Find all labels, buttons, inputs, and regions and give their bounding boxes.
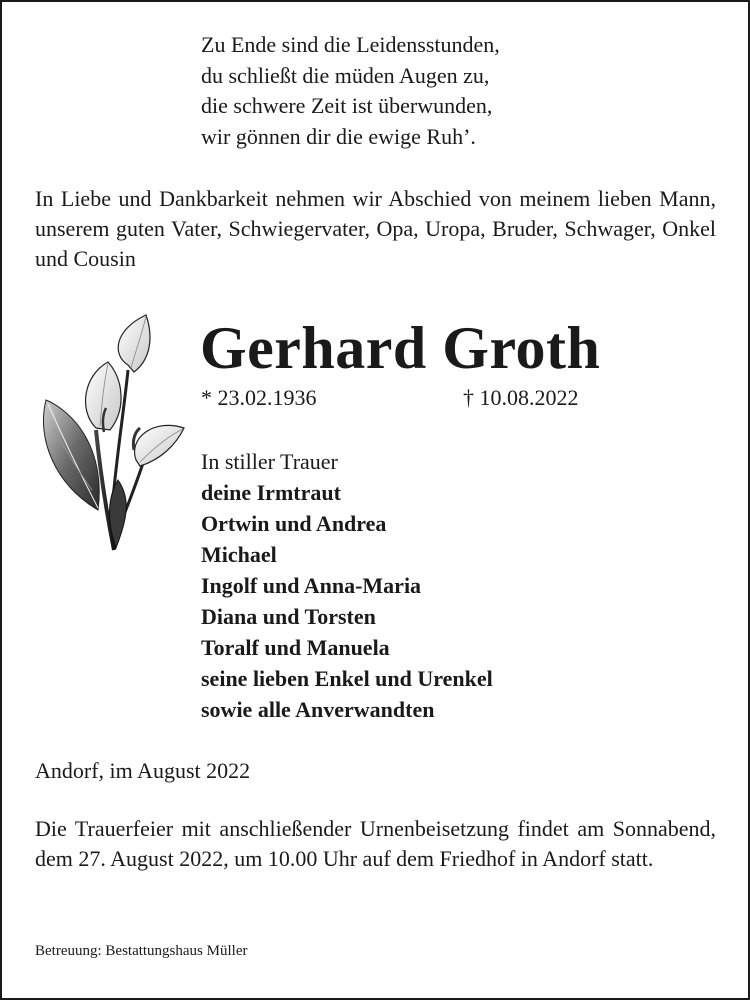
poem-line: wir gönnen dir die ewige Ruh’. — [201, 123, 476, 149]
farewell-intro: In Liebe und Dankbarkeit nehmen wir Abschied von meinem lieben Mann, unserem guten Vater, Schwiegervater, Opa, Uropa, Bruder, Schwager, Onkel und Cousin — [35, 186, 716, 271]
birth-date: * 23.02.1936 — [201, 385, 317, 410]
deceased-name: Gerhard Groth — [200, 315, 601, 381]
poem-line: du schließt die müden Augen zu, — [201, 62, 490, 88]
mourner-name: Toralf und Manuela — [201, 635, 390, 660]
mourner-name: seine lieben Enkel und Urenkel — [201, 666, 493, 691]
mourner-name: sowie alle Anverwandten — [201, 697, 435, 722]
mourner-name: Ortwin und Andrea — [201, 511, 387, 536]
funeral-home-credit: Betreuung: Bestattungshaus Müller — [35, 943, 248, 959]
place-date: Andorf, im August 2022 — [35, 758, 251, 783]
mourner-name: deine Irmtraut — [201, 480, 341, 505]
mourner-name: Diana und Torsten — [201, 604, 376, 629]
funeral-service-info: Die Trauerfeier mit anschließender Urnenbeisetzung findet am Sonnabend, dem 27. August 2022, um 10.00 Uhr auf dem Friedhof in Andorf statt. — [35, 816, 716, 871]
calla-lily-icon — [36, 310, 191, 555]
poem-line: die schwere Zeit ist überwunden, — [201, 93, 493, 118]
poem-line: Zu Ende sind die Leidensstunden, — [201, 32, 500, 57]
death-date: † 10.08.2022 — [463, 385, 579, 410]
mourner-name: Ingolf und Anna-Maria — [201, 573, 422, 598]
mourner-name: Michael — [201, 542, 277, 567]
poem — [201, 30, 500, 152]
mourners-heading: In stiller Trauer — [201, 449, 338, 474]
mourners-list — [201, 446, 493, 725]
